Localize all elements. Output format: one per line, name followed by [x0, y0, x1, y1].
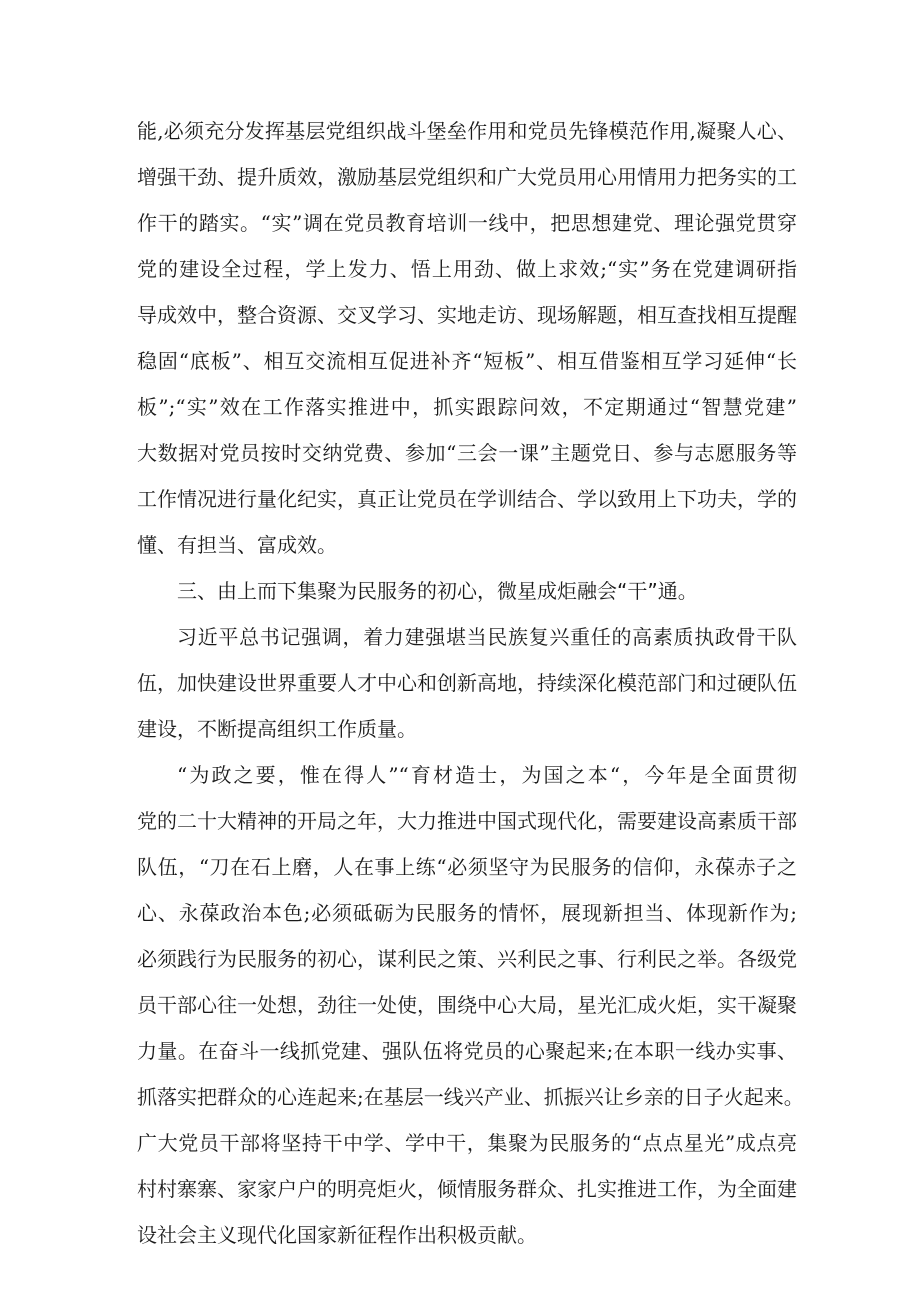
- text-line: 心、永葆政治本色;必须砥砺为民服务的情怀，展现新担当、体现新作为;: [137, 901, 797, 925]
- text-line: 建设，不断提高组织工作质量。: [137, 717, 417, 741]
- text-line: 工作情况进行量化纪实，真正让党员在学训结合、学以致用上下功夫，学的: [137, 487, 797, 511]
- text-line: 队伍，“刀在石上磨，人在事上练“必须坚守为民服务的信仰，永葆赤子之: [137, 855, 797, 879]
- text-line: 板”;“实”效在工作落实推进中，抓实跟踪问效，不定期通过“智慧党建”: [137, 395, 797, 419]
- text-line: 稳固“底板”、相互交流相互促进补齐“短板”、相互借鉴相互学习延伸“长: [137, 349, 797, 373]
- text-line: 广大党员干部将坚持干中学、学中干，集聚为民服务的“点点星光”成点亮: [137, 1131, 797, 1155]
- text-line: 党的二十大精神的开局之年，大力推进中国式现代化，需要建设高素质干部: [137, 809, 797, 833]
- text-line: 导成效中，整合资源、交叉学习、实地走访、现场解题，相互查找相互提醒: [137, 303, 797, 327]
- text-line: 必须践行为民服务的初心，谋利民之策、兴利民之事、行利民之举。各级党: [137, 947, 797, 971]
- text-line: 党的建设全过程，学上发力、悟上用劲、做上求效;“实”务在党建调研指: [137, 257, 797, 281]
- text-line: 设社会主义现代化国家新征程作出积极贡献。: [137, 1223, 537, 1247]
- text-line: 习近平总书记强调，着力建强堪当民族复兴重任的高素质执政骨干队: [177, 625, 797, 649]
- text-line: 懂、有担当、富成效。: [137, 533, 337, 557]
- text-line: 员干部心往一处想，劲往一处使，围绕中心大局，星光汇成火炬，实干凝聚: [137, 993, 797, 1017]
- text-line: 村村寨寨、家家户户的明亮炬火，倾情服务群众、扎实推进工作，为全面建: [137, 1177, 797, 1201]
- section-heading: 三、由上而下集聚为民服务的初心，微星成炬融会“干”通。: [177, 579, 698, 603]
- text-line: 伍，加快建设世界重要人才中心和创新高地，持续深化模范部门和过硬队伍: [137, 671, 797, 695]
- text-line: “为政之要，惟在得人”“育材造士，为国之本“，今年是全面贯彻: [177, 763, 797, 787]
- text-line: 作干的踏实。“实”调在党员教育培训一线中，把思想建党、理论强党贯穿: [137, 211, 797, 235]
- text-line: 增强干劲、提升质效，激励基层党组织和广大党员用心用情用力把务实的工: [137, 165, 797, 189]
- text-line: 抓落实把群众的心连起来;在基层一线兴产业、抓振兴让乡亲的日子火起来。: [137, 1085, 804, 1109]
- text-line: 力量。在奋斗一线抓党建、强队伍将党员的心聚起来;在本职一线办实事、: [137, 1039, 797, 1063]
- text-line: 大数据对党员按时交纳党费、参加“三会一课”主题党日、参与志愿服务等: [137, 441, 797, 465]
- text-line: 能,必须充分发挥基层党组织战斗堡垒作用和党员先锋模范作用,凝聚人心、: [137, 119, 797, 143]
